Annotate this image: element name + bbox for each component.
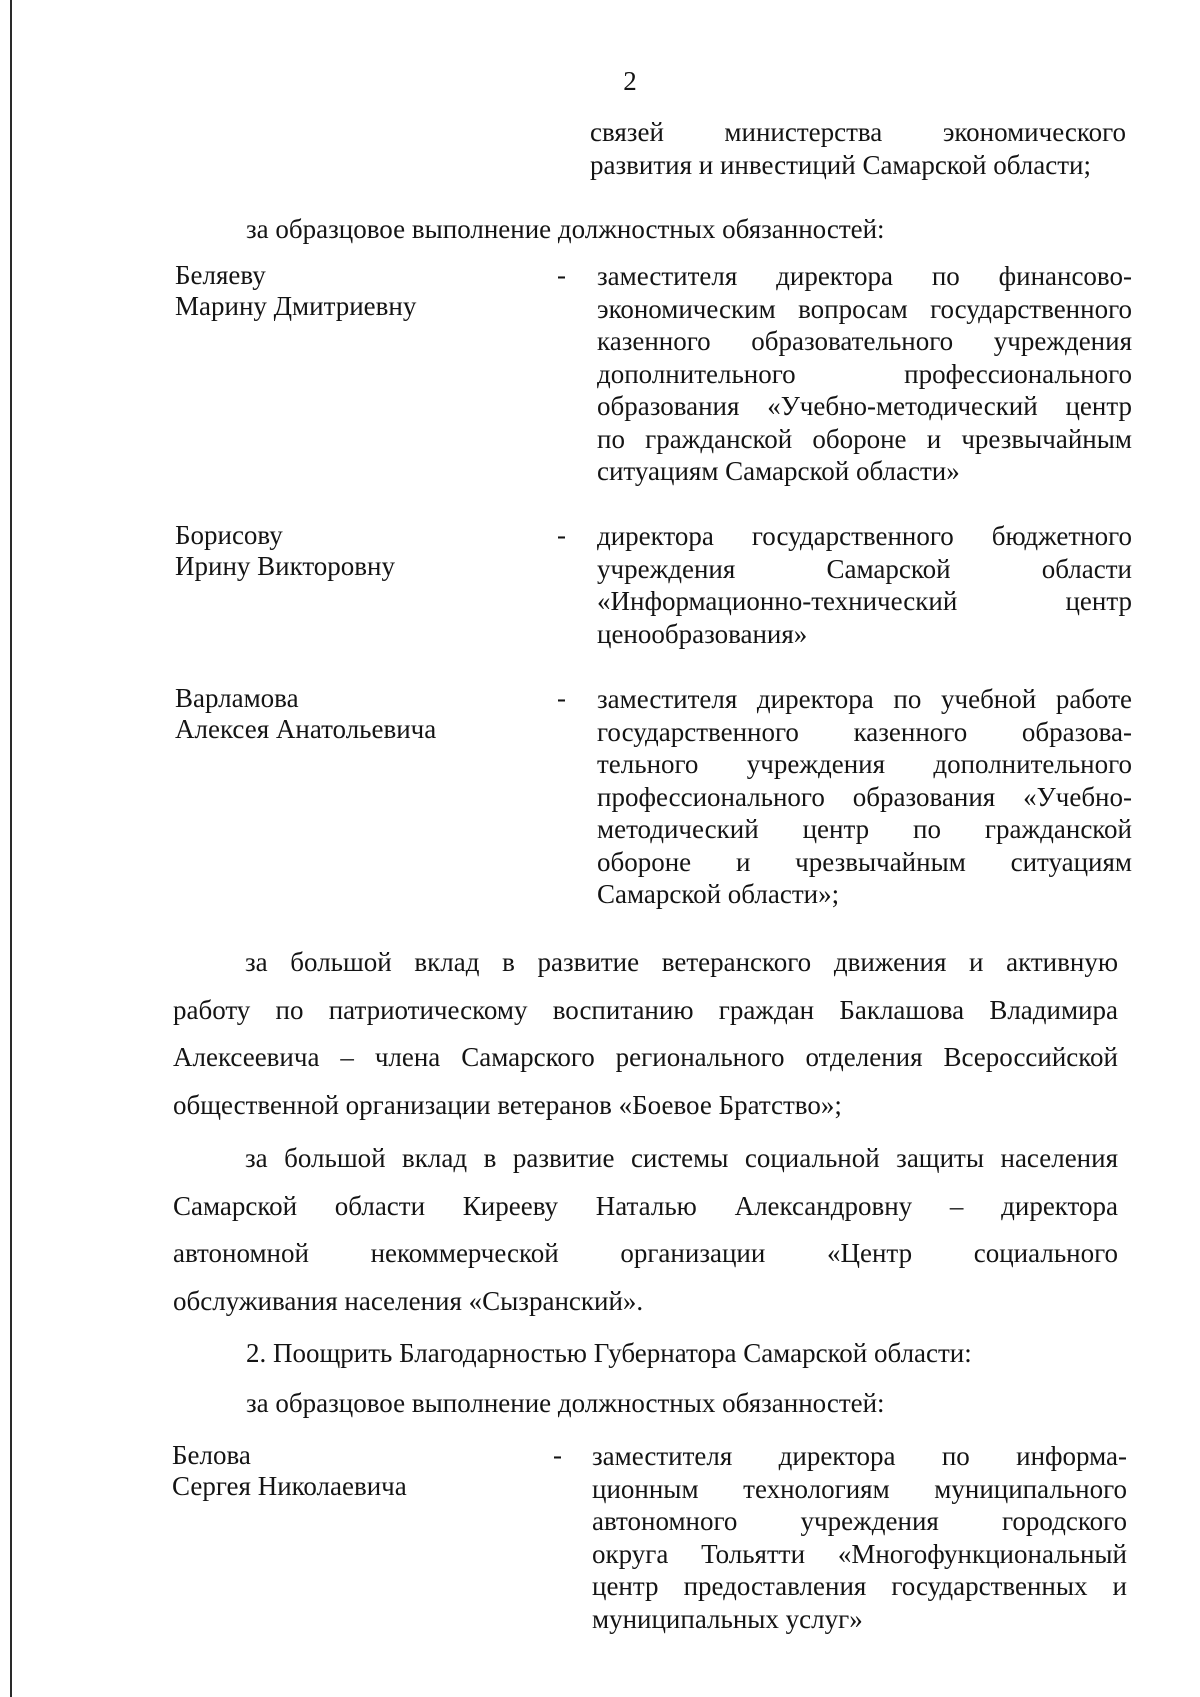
continuation-line: связей министерства экономического <box>590 117 1126 147</box>
position-line: дополнительного профессионального <box>597 358 1132 389</box>
recipient-surname: Беляеву <box>175 260 266 290</box>
section-heading: за образцовое выполнение должностных обязанностей: <box>246 214 885 244</box>
recipient-name <box>175 520 395 582</box>
page-number: 2 <box>623 66 637 96</box>
paragraph-line: работу по патриотическому воспитанию граждан Баклашова Владимира <box>173 994 1118 1025</box>
recipient-surname: Белова <box>172 1440 251 1470</box>
position-line: казенного образовательного учреждения <box>597 326 1132 356</box>
position-line: тельного учреждения дополнительного <box>597 749 1132 779</box>
recipient-name <box>175 260 416 322</box>
section-item-title: 2. Поощрить Благодарностью Губернатора Самарской области: <box>246 1338 972 1368</box>
position-line: обороне и чрезвычайным ситуациям <box>597 846 1132 877</box>
position-line: учреждения Самарской области <box>597 553 1132 584</box>
position-line: методический центр по гражданской <box>597 814 1132 844</box>
recipient-surname: Варламова <box>175 683 299 713</box>
position-line: экономическим вопросам государственного <box>597 293 1132 324</box>
position-line: автономного учреждения городского <box>592 1506 1127 1536</box>
paragraph-line: Алексеевича – члена Самарского регионального отделения Всероссийской <box>173 1042 1118 1072</box>
recipient-given-names: Марину Дмитриевну <box>175 291 417 321</box>
position-line: Самарской области»; <box>597 879 840 909</box>
continuation-line: развития и инвестиций Самарской области; <box>590 150 1092 180</box>
paragraph-line: обслуживания населения «Сызранский». <box>173 1285 644 1316</box>
recipient-position <box>592 1440 1127 1635</box>
recipient-given-names: Сергея Николаевича <box>172 1471 407 1501</box>
position-line: профессионального образования «Учебно- <box>597 781 1132 812</box>
paragraph-line: автономной некоммерческой организации «Центр социального <box>173 1238 1118 1268</box>
scan-edge-line <box>10 0 12 1697</box>
position-line: ценообразования» <box>597 618 808 649</box>
position-line: округа Тольятти «Многофункциональный <box>592 1538 1127 1569</box>
recipient-given-names: Алексея Анатольевича <box>175 714 437 744</box>
paragraph-line: Самарской области Кирееву Наталью Александровну – директора <box>173 1190 1118 1221</box>
position-line: по гражданской обороне и чрезвычайным <box>597 423 1132 454</box>
paragraph-line: общественной организации ветеранов «Боевое Братство»; <box>173 1089 842 1120</box>
paragraph-line: за большой вклад в развитие системы социальной защиты населения <box>245 1143 1118 1173</box>
recipient-name <box>172 1440 407 1502</box>
position-line: ционным технологиям муниципального <box>592 1473 1127 1504</box>
position-line: «Информационно-технический центр <box>597 586 1132 616</box>
recipient-surname: Борисову <box>175 520 283 550</box>
position-line: ситуациям Самарской области» <box>597 456 960 486</box>
position-line: государственного казенного образова- <box>597 716 1132 747</box>
position-line: заместителя директора по информа- <box>592 1441 1127 1471</box>
recipient-position <box>597 683 1132 911</box>
entry-dash: - <box>557 520 566 550</box>
entry-dash: - <box>557 683 566 713</box>
section-heading: за образцовое выполнение должностных обязанностей: <box>246 1388 885 1418</box>
position-line: заместителя директора по финансово- <box>597 261 1132 291</box>
recipient-given-names: Ирину Викторовну <box>175 551 396 581</box>
entry-dash: - <box>553 1440 562 1470</box>
position-line: образования «Учебно-методический центр <box>597 391 1132 421</box>
position-line: директора государственного бюджетного <box>597 521 1132 551</box>
body-paragraph <box>173 939 1118 1129</box>
body-paragraph <box>173 1135 1118 1325</box>
position-line: муниципальных услуг» <box>592 1603 863 1634</box>
recipient-position <box>597 520 1132 650</box>
position-line: заместителя директора по учебной работе <box>597 684 1132 714</box>
entry-dash: - <box>557 260 566 290</box>
paragraph-line: за большой вклад в развитие ветеранского движения и активную <box>245 947 1118 977</box>
recipient-position <box>597 260 1132 488</box>
recipient-name <box>175 683 436 745</box>
position-line: центр предоставления государственных и <box>592 1571 1127 1601</box>
